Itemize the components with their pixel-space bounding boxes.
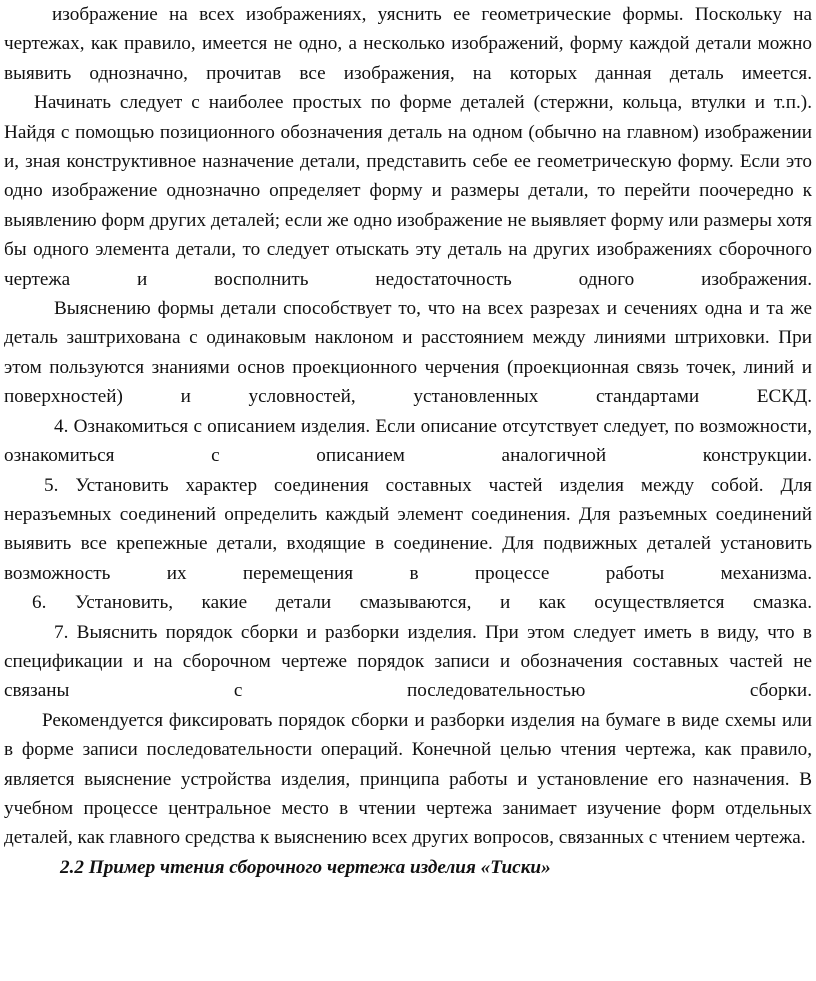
paragraph-step-5: 5. Установить характер соединения составных частей изделия между собой. Для неразъемных соединений определить каждый элемент соединения. Для разъемных соединений выявить все крепежные детали, входящие в соединение. Для подвижных деталей установить возможность их перемещения в процессе работы механизма. [4,474,812,584]
paragraph-step-7: 7. Выяснить порядок сборки и разборки изделия. При этом следует иметь в виду, что в спецификации и на сборочном чертеже порядок записи и обозначения составных частей не связаны с последовательностью сборки. [4,621,812,702]
section-heading: 2.2 Пример чтения сборочного чертежа изделия «Тиски» [60,856,551,878]
paragraph-hatching: Выяснению формы детали способствует то, что на всех разрезах и сечениях одна и та же деталь заштрихована с одинаковым наклоном и расстоянием между линиями штриховки. При этом пользуются знаниями основ проекционного черчения (проекционная связь точек, линий и поверхностей) и условностей, установленных стандартами ЕСКД. [4,298,812,408]
document-page [4,0,812,882]
paragraph-recommendation: Рекомендуется фиксировать порядок сборки и разборки изделия на бумаге в виде схемы или в форме записи последовательности операций. Конечной целью чтения чертежа, как правило, является выяснение устройства изделия, принципа работы и установление его назначения. В учебном процессе центральное место в чтении чертежа занимает изучение форм отдельных деталей, как главного средства к выяснению всех других вопросов, связанных с чтением чертежа. [4,709,812,849]
paragraph-step-4: 4. Ознакомиться с описанием изделия. Если описание отсутствует следует, по возможности, ознакомиться с описанием аналогичной конструкции. [4,415,812,467]
paragraph-step-6: 6. Установить, какие детали смазываются, и как осуществляется смазка. [32,592,812,614]
paragraph-shape-identification: изображение на всех изображениях, уяснить ее геометрические формы. Поскольку на чертежах, как правило, имеется не одно, а несколько изображений, форму каждой детали можно выявить однозначно, прочитав все изображения, на которых данная деталь имеется. [4,4,812,84]
paragraph-simple-parts-first: Начинать следует с наиболее простых по форме деталей (стержни, кольца, втулки и т.п.). Найдя с помощью позиционного обозначения деталь на одном (обычно на главном) изображении и, зная конструктивное назначение детали, представить себе ее геометрическую форму. Если это одно изображение однозначно определяет форму и размеры детали, то перейти поочередно к выявлению форм других деталей; если же одно изображение не выявляет форму или размеры хотя бы одного элемента детали, то следует отыскать эту деталь на других изображениях сборочного чертежа и восполнить недостаточность одного изображения. [4,92,812,290]
